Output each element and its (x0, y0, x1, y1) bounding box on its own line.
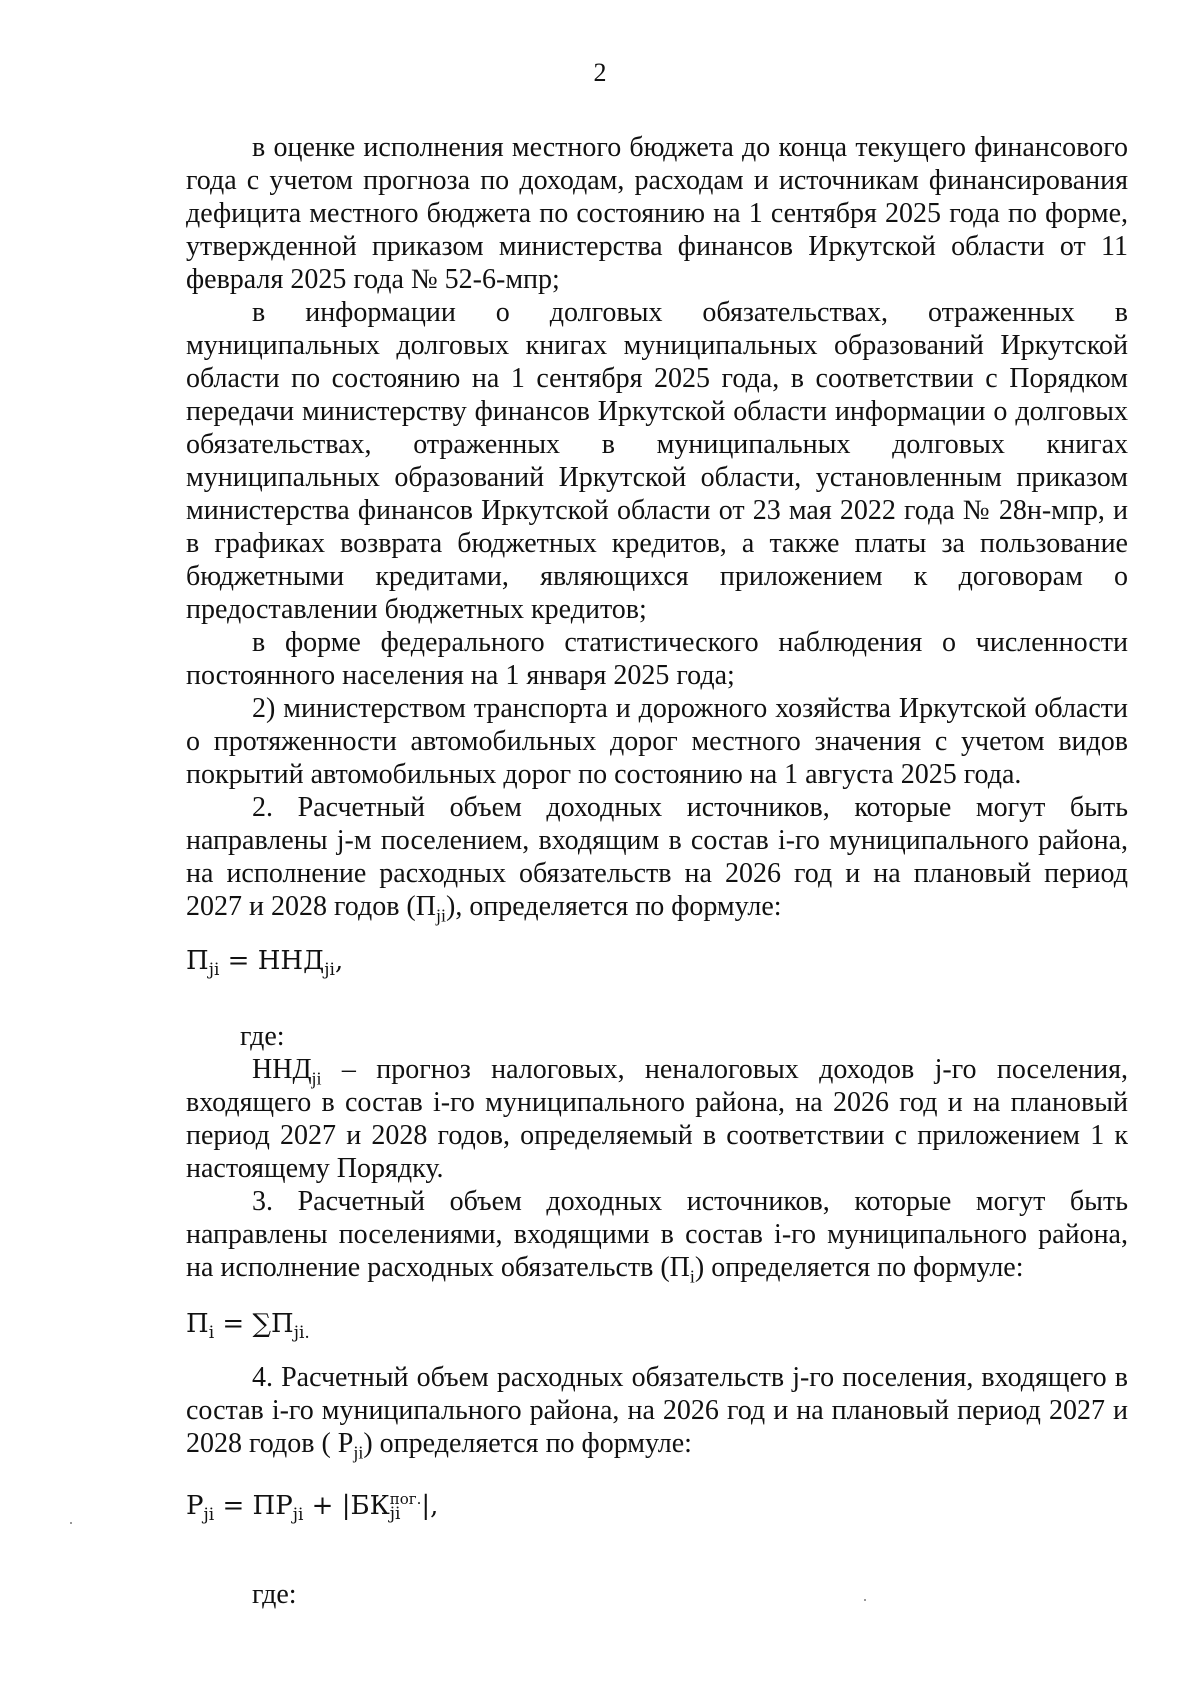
where-label-2: где: (252, 1578, 297, 1610)
paragraph-item-2: 2. Расчетный объем доходных источников, которые могут быть направлены j-м поселением, входящим в состав i-го муниципального района, на исполнение расходных обязательств на 2026 год и на плановый период 2027 и 2028 годов $(П_{ji})$, определяется по формуле: (186, 792, 1128, 926)
paragraph-item-4: 4. Расчетный объем расходных обязательств j-го поселения, входящего в состав i-го муниципального района, на 2026 год и на плановый период 2027 и 2028 годов ( $Р_{ji}$) определяется по формуле: (186, 1362, 1128, 1463)
formula-p-ji: $П_{ji} = ННД_{ji}$, (186, 946, 344, 981)
paragraph-nnd-definition: $ННД_{ji}$ – прогноз налоговых, неналоговых доходов j-го поселения, входящего в состав i-го муниципального района, на 2026 год и на плановый период 2027 и 2028 годов, определяемый в соответствии с приложением 1 к настоящему Порядку. (186, 1054, 1128, 1185)
page-number: 2 (593, 58, 607, 87)
paragraph-item-3: 3. Расчетный объем доходных источников, которые могут быть направлены поселениями, входящими в состав i-го муниципального района, на исполнение расходных обязательств $(П_i)$ определяется по формуле: (186, 1186, 1128, 1287)
paragraph-debt-obligations-information: в информации о долговых обязательствах, отраженных в муниципальных долговых книгах муниципальных образований Иркутской области по состоянию на 1 сентября 2025 года, в соответствии с Порядком передачи министерству финансов Иркутской области информации о долговых обязательствах, отраженных в муниципальных долговых книгах муниципальных образований Иркутской области, установленным приказом министерства финансов Иркутской области от 23 мая 2022 года № 28н-мпр, и в графиках возврата бюджетных кредитов, а также платы за пользование бюджетными кредитами, являющихся приложением к договорам о предоставлении бюджетных кредитов; (186, 297, 1128, 625)
scan-speck (864, 1599, 866, 1601)
paragraph-population-statistics: в форме федерального статистического наблюдения о численности постоянного населения на 1 января 2025 года; (186, 627, 1128, 691)
formula-p-i: $П_i = \sum П_{ji.}$ (186, 1309, 310, 1344)
scan-speck (70, 1522, 72, 1524)
paragraph-budget-execution-assessment: в оценке исполнения местного бюджета до конца текущего финансового года с учетом прогноза по доходам, расходам и источникам финансирования дефицита местного бюджета по состоянию на 1 сентября 2025 года по форме, утвержденной приказом министерства финансов Иркутской области от 11 февраля 2025 года № 52-6-мпр; (186, 132, 1128, 295)
document-body (186, 131, 1128, 1611)
formula-r-ji: $Р_{ji} = ПР_{ji} + |БК$ пог. ji |, (186, 1490, 439, 1526)
where-label-1: где: (240, 1021, 285, 1053)
paragraph-transport-ministry: 2) министерством транспорта и дорожного хозяйства Иркутской области о протяженности автомобильных дорог местного значения с учетом видов покрытий автомобильных дорог по состоянию на 1 августа 2025 года. (186, 693, 1128, 790)
